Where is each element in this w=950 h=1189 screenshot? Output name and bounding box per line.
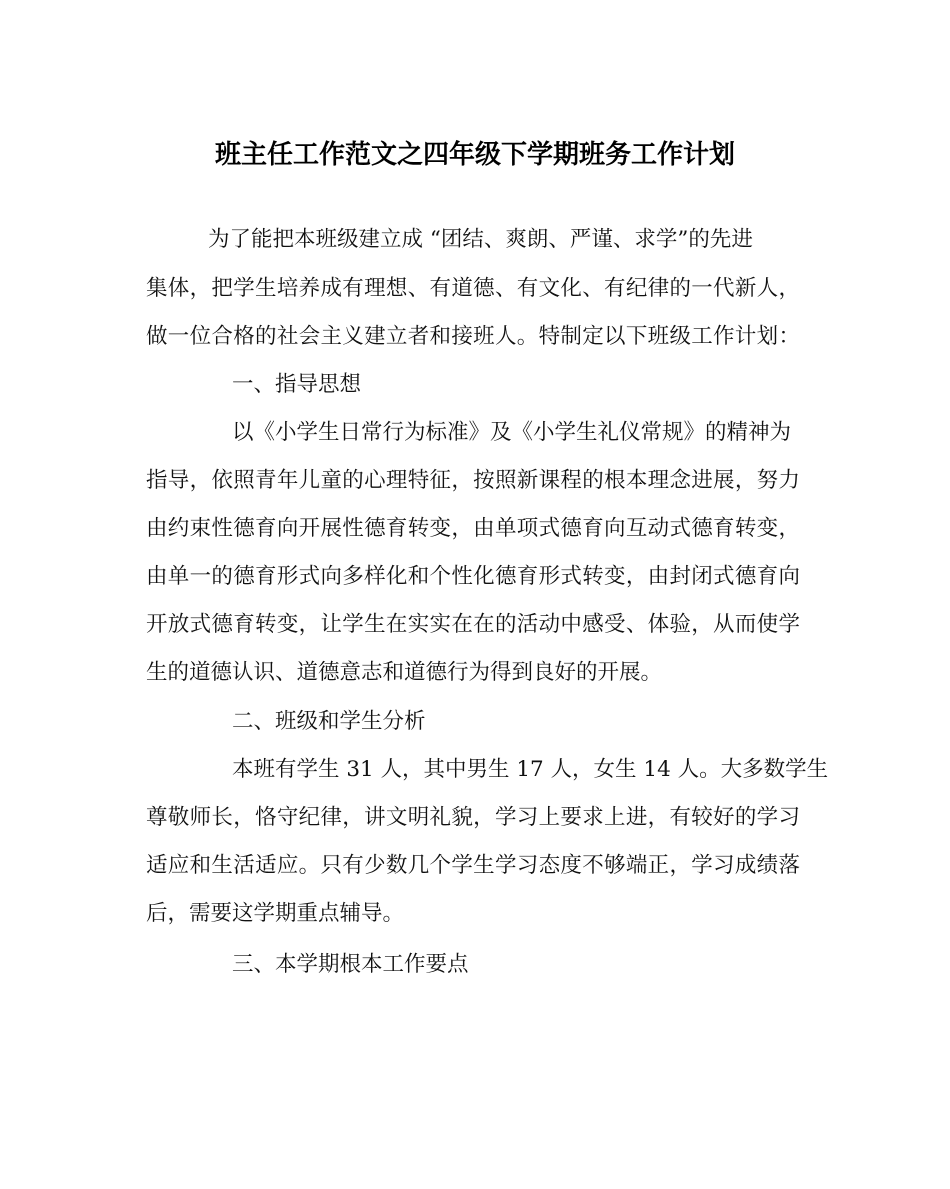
section2-line-1: 本班有学生 31 人，其中男生 17 人，女生 14 人。大多数学生 [232,757,829,782]
section2-line-2: 尊敬师长，恪守纪律，讲文明礼貌，学习上要求上进，有较好的学习 [146,805,800,830]
intro-line-3: 做一位合格的社会主义建立者和接班人。特制定以下班级工作计划： [146,324,800,349]
section-heading-3: 三、本学期根本工作要点 [232,952,469,977]
section2-line-3: 适应和生活适应。只有少数几个学生学习态度不够端正，学习成绩落 [146,853,800,878]
section1-line-2: 指导，依照青年儿童的心理特征，按照新课程的根本理念进展，努力 [146,468,800,493]
section1-line-4: 由单一的德育形式向多样化和个性化德育形式转变，由封闭式德育向 [146,564,800,589]
section-heading-1: 一、指导思想 [232,372,362,397]
section1-line-6: 生的道德认识、道德意志和道德行为得到良好的开展。 [146,660,663,685]
document-title: 班主任工作范文之四年级下学期班务工作计划 [214,140,735,170]
intro-line-1: 为了能把本班级建立成 “团结、爽朗、严谨、求学”的先进 [208,227,753,252]
section2-line-4: 后，需要这学期重点辅导。 [146,901,405,926]
section1-line-3: 由约束性德育向开展性德育转变，由单项式德育向互动式德育转变， [146,516,800,541]
section1-line-5: 开放式德育转变，让学生在实实在在的活动中感受、体验，从而使学 [146,612,800,637]
intro-line-2: 集体，把学生培养成有理想、有道德、有文化、有纪律的一代新人， [146,276,800,301]
section1-line-1: 以《小学生日常行为标准》及《小学生礼仪常规》的精神为 [232,420,792,445]
section-heading-2: 二、班级和学生分析 [232,709,426,734]
